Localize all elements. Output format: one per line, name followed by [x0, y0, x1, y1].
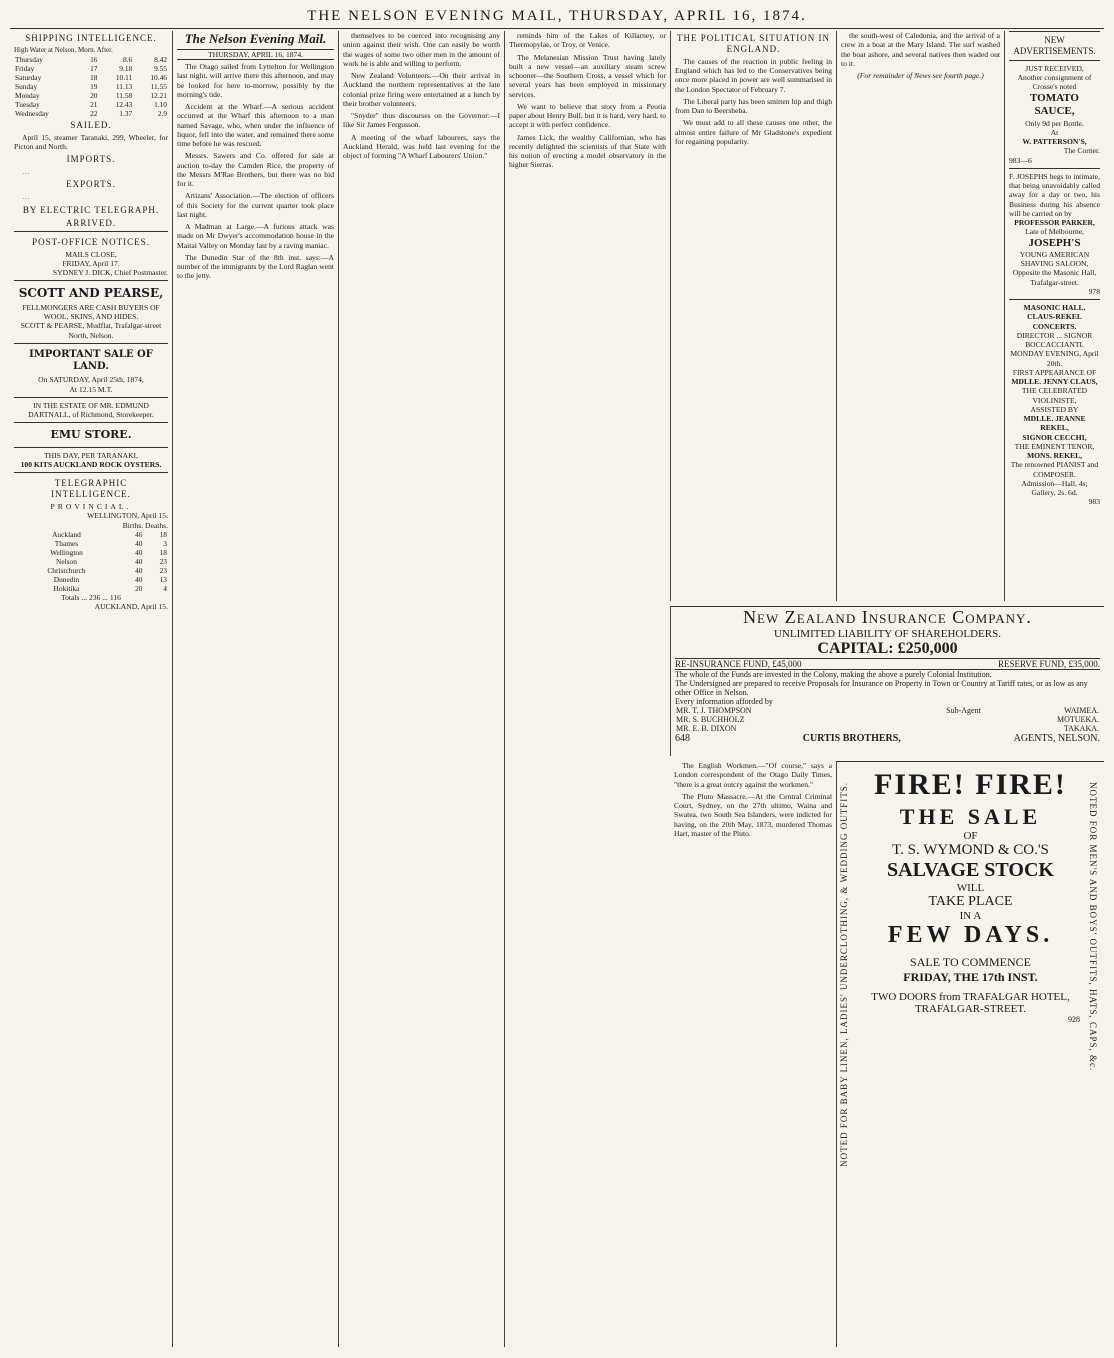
agent-row-cell: [883, 715, 981, 724]
violin: THE CELEBRATED VIOLINISTE,: [1021, 386, 1088, 405]
commence: SALE TO COMMENCE: [910, 955, 1031, 969]
columns: [10, 31, 1104, 1347]
column-news-3: [338, 31, 504, 1347]
fire-sale-ad: [836, 761, 1104, 1347]
births-row: [14, 566, 168, 575]
continued-note: (For remainder of News see fourth page.): [857, 71, 984, 80]
saloon-title: JOSEPH'S: [1028, 236, 1081, 249]
sailed-text: April 15, steamer Taranaki, 299, Wheeler, for Picton and North.: [14, 132, 168, 151]
editorial-p1: The Otago sailed from Lyttelton for Wellington last night, will arrive there this afternoon, and may be looked for here to-morrow, possibly by the morning's tide.: [177, 62, 334, 99]
agent-row-cell: TAKAKA.: [1063, 724, 1099, 733]
births-row: [14, 548, 168, 557]
claus: CLAUS-REKEL CONCERTS.: [1027, 312, 1082, 331]
telegraphic-intelligence: [14, 472, 168, 614]
first-appearance: FIRST APPEARANCE OF: [1012, 367, 1097, 377]
oysters-ad: [14, 447, 168, 473]
births-row: [14, 575, 168, 584]
births-row-cell: Wellington: [50, 547, 83, 557]
col6-news: the south-west of Caledonia, and the arrival of a crew in a boat at the Mary Island. The surf washed the boat ashore, and several natives then waded out to it.: [841, 31, 1000, 68]
agent-row-cell: [883, 724, 981, 733]
insurance-title: New Zealand Insurance Company.: [743, 607, 1032, 627]
jenny: MDLLE. JENNY CLAUS,: [1011, 377, 1098, 387]
exports-text: …: [22, 192, 30, 202]
reinsurance-fund: RE-INSURANCE FUND, £45,000: [675, 659, 802, 669]
trafalgar: TRAFALGAR-STREET.: [914, 1003, 1027, 1015]
ad-number-1: 983—6: [1009, 155, 1032, 165]
friday-inst: FRIDAY, THE 17th INST.: [903, 970, 1038, 984]
tide-row-cell: 19: [90, 81, 98, 91]
births-row-cell: Christchurch: [47, 566, 86, 575]
two-doors: TWO DOORS from TRAFALGAR HOTEL,: [871, 991, 1070, 1003]
column-ads-right: [1004, 31, 1104, 601]
tide-row: [14, 55, 168, 64]
consignment: Another consignment of Crosse's noted: [1017, 73, 1092, 92]
high-water-header: High Water at Nelson. Morn. After.: [14, 45, 113, 54]
tide-row-cell: 9.55: [154, 63, 167, 73]
tide-row: [14, 109, 168, 118]
news3-p2: New Zealand Volunteers.—On their arrival in Auckland the northern representatives at the late colonial prize firing were entertained at a lunch by their brother volunteers.: [343, 71, 500, 108]
cecchi: SIGNOR CECCHI,: [1022, 432, 1087, 442]
births-row-cell: 40: [135, 556, 143, 566]
friday-date: FRIDAY, April 17.: [62, 258, 120, 268]
insurance-funds-text: The whole of the Funds are invested in the Colony, making the above a purely Colonial Institution.: [675, 670, 992, 679]
births-header: Births. Deaths.: [122, 520, 168, 530]
births-table: [14, 530, 168, 593]
tide-row-cell: 2.9: [157, 108, 167, 118]
side-right-text: NOTED FOR MEN'S AND BOYS' OUTFITS, HATS, CAPS, &c.: [1088, 782, 1098, 1072]
births-row-cell: 46: [135, 529, 143, 539]
land-time: At 12.15 M.T.: [69, 384, 113, 394]
births-row-cell: Auckland: [52, 529, 81, 539]
exports-title: EXPORTS.: [66, 179, 116, 190]
rekel: MDLLE. JEANNE REKEL,: [1023, 414, 1086, 433]
ad-number-3: 983: [1088, 497, 1100, 507]
admission: Admission—Hall, 4s; Gallery, 2s. 6d.: [1021, 478, 1088, 498]
births-row: [14, 539, 168, 548]
salvage: SALVAGE STOCK: [887, 859, 1054, 881]
births-row: [14, 557, 168, 566]
agent-row-cell: MR. T. J. THOMPSON: [676, 706, 752, 715]
saloon-addr: Opposite the Masonic Hall, Trafalgar-street.: [1012, 268, 1097, 287]
parker-sub: Late of Melbourne,: [1025, 227, 1084, 237]
estate-title: IN THE ESTATE OF MR. EDMUND DARTNALL, of Richmond, Storekeeper.: [28, 400, 154, 420]
estate-notice: [14, 397, 168, 423]
tide-row-cell: 8.6: [122, 54, 133, 64]
column-editorial: [172, 31, 338, 1347]
insurance-info: Every information afforded by: [675, 697, 773, 706]
tide-row-cell: 17: [90, 63, 98, 73]
tide-row: [14, 82, 168, 91]
scott-addr: SCOTT & PEARSE, Mudflat, Trafalgar-street North, Nelson.: [20, 321, 162, 340]
post-office-notices: [14, 231, 168, 281]
editorial-p4: Artizans' Association.—The election of officers of this Society for the current quarter took place last night.: [177, 191, 334, 219]
tide-row-cell: 11.55: [150, 81, 167, 91]
tide-row-cell: 22: [90, 108, 98, 118]
column-political: [670, 31, 836, 601]
editorial-p5: A Madman at Large.—A furious attack was made on Mr Dwyer's accommodation house in the Maitai Valley on Monday last by a raving maniac.: [177, 222, 334, 250]
births-totals: Totals ... 236 ... 116: [61, 593, 121, 603]
births-row-cell: 23: [159, 566, 167, 575]
tide-table: [14, 55, 168, 118]
tide-row-cell: 11.58: [115, 90, 133, 100]
tide-row-cell: 10.11: [115, 72, 133, 82]
agent-row-cell: MR. S. BUCHHOLZ: [676, 715, 745, 724]
agent-row: [675, 724, 1100, 733]
births-row: [14, 530, 168, 539]
tide-row-cell: Wednesday: [15, 108, 49, 118]
arrived-title: ARRIVED.: [65, 217, 117, 228]
political-title: THE POLITICAL SITUATION IN ENGLAND.: [677, 33, 830, 54]
agent-row-cell: MR. E. B. DIXON: [676, 724, 737, 733]
editorial-p2: Accident at the Wharf.—A serious accident occurred at the Wharf this afternoon to a man named Savage, who, when under the influence of liquor, fell into the water, and remained there some time before he was rescued.: [177, 102, 334, 149]
of-text: OF: [963, 830, 978, 842]
saloon-sub: YOUNG AMERICAN SHAVING SALOON,: [1019, 249, 1090, 269]
tide-row: [14, 64, 168, 73]
tide-row-cell: 1.10: [154, 99, 167, 109]
births-row-cell: Thames: [54, 538, 79, 548]
tide-row-cell: 8.42: [154, 54, 167, 64]
births-row-cell: 4: [163, 584, 167, 594]
corner: The Corner.: [1063, 146, 1100, 156]
agents-table: [675, 706, 1100, 733]
births-row-cell: 3: [163, 538, 167, 548]
news4-p4: James Lick, the wealthy Californian, who has recently delighted the scientists of that State with his notion of erecting a model observatory in the higher Sierras.: [509, 132, 666, 170]
paper-title: The Nelson Evening Mail.: [184, 31, 327, 46]
josephs-ad: [1009, 168, 1100, 299]
political-p2: The Liberal party has been smitten hip and thigh from Dan to Beersheba.: [675, 96, 832, 116]
just-received: JUST RECEIVED,: [1025, 63, 1084, 73]
post-title: POST-OFFICE NOTICES.: [32, 236, 150, 247]
pianist: The renowned PIANIST and COMPOSER.: [1010, 460, 1099, 479]
tide-row-cell: Sunday: [15, 81, 38, 91]
curtis-row: [675, 733, 1100, 744]
agent-row: [675, 706, 1100, 715]
births-row-cell: Nelson: [55, 556, 77, 566]
editorial-p3: Messrs. Sawers and Co. offered for sale at auction to-day the Camden Rice, the property of the Messrs M'Rae Brothers, but there was no bid for it.: [177, 151, 334, 189]
births-row-cell: 40: [135, 566, 143, 575]
wellington-date: WELLINGTON, April 15.: [87, 511, 168, 521]
oysters-text: 100 KITS AUCKLAND ROCK OYSTERS.: [20, 459, 162, 469]
insurance-proposals: The Undersigned are prepared to receive Proposals for Insurance on Property in Town or Country at Tariff rates, or as low as any other Office in Nelson.: [675, 679, 1088, 697]
scott-pearse-ad: [14, 280, 168, 343]
insurance-liability: UNLIMITED LIABILITY OF SHAREHOLDERS.: [774, 628, 1001, 640]
few-days: FEW DAYS.: [887, 922, 1054, 948]
fire-heading: FIRE! FIRE!: [874, 768, 1067, 801]
provincial-title: PROVINCIAL.: [50, 502, 132, 512]
tide-row: [14, 100, 168, 109]
column-news-4: [504, 31, 670, 1347]
tide-row-cell: 21: [90, 99, 98, 109]
tide-row-cell: 11.13: [115, 81, 133, 91]
scott-title: SCOTT AND PEARSE,: [18, 286, 164, 301]
tide-row-cell: 20: [90, 90, 98, 100]
news4-p1: reminds him of the Lakes of Killarney, or Thermopylae, or Troy, or Venice.: [509, 31, 666, 50]
tide-row-cell: 12.21: [150, 90, 167, 100]
emu-title: EMU STORE.: [50, 428, 132, 442]
masthead: THE NELSON EVENING MAIL, THURSDAY, APRIL 16, 1874.: [307, 8, 807, 24]
tide-row-cell: Saturday: [15, 72, 42, 82]
parker: PROFESSOR PARKER,: [1014, 218, 1095, 227]
insurance-ad: [670, 606, 1104, 756]
births-row-cell: 20: [135, 584, 143, 594]
births-row-cell: Hokitika: [53, 584, 80, 594]
will: WILL: [956, 882, 985, 894]
agent-row-cell: WAIMEA.: [1064, 706, 1099, 715]
imports-title: IMPORTS.: [66, 154, 116, 165]
tide-row: [14, 91, 168, 100]
land-title: IMPORTANT SALE OF LAND.: [29, 348, 153, 373]
tomato-price: Only 9d per Bottle.: [1025, 118, 1084, 128]
tide-row: [14, 73, 168, 82]
births-row-cell: 18: [159, 529, 167, 539]
reserve-fund: RESERVE FUND, £35,000.: [997, 659, 1100, 669]
news3-p4: A meeting of the wharf labourers, says the Auckland Herald, was held last evening for the object of forming "A Wharf Labourers' Union.": [343, 132, 500, 160]
insurance-capital: CAPITAL: £250,000: [817, 640, 958, 657]
tenor: THE EMINENT TENOR,: [1014, 441, 1095, 451]
paper-date: THURSDAY, APRIL 16, 1874.: [177, 49, 334, 60]
births-row-cell: 23: [159, 556, 167, 566]
patterson: W. PATTERSON'S,: [1022, 137, 1087, 146]
tide-row-cell: Thursday: [15, 54, 43, 64]
tomato-at: At: [1050, 127, 1059, 137]
tomato-title: TOMATO SAUCE,: [1030, 91, 1079, 118]
news4-p3: We want to believe that story from a Peoria paper about Henry Bull, but it is hard, very hard, to accept it with perfect confidence.: [509, 101, 666, 130]
ad-number-2: 978: [1088, 286, 1100, 296]
news3-p3: "Snyder" thus discourses on the Governor:—I like Sir James Fergusson.: [343, 111, 500, 130]
telegraph-title: BY ELECTRIC TELEGRAPH.: [22, 204, 160, 215]
shipping-title: SHIPPING INTELLIGENCE.: [25, 33, 157, 43]
tide-row-cell: 12.43: [115, 99, 133, 109]
workmen-text: The English Workmen.—"Of course," says a London correspondent of the Otago Daily Times, "there is a great outcry against the workmen.": [674, 761, 832, 789]
assisted: ASSISTED BY: [1030, 404, 1079, 414]
births-row-cell: Dunedin: [53, 575, 80, 585]
column-shipping: [10, 31, 172, 1347]
curtis-sub: AGENTS, NELSON.: [1013, 733, 1100, 744]
taranaki-title: THIS DAY, PER TARANAKI,: [44, 450, 138, 460]
postmaster: SYDNEY J. DICK, Chief Postmaster.: [52, 268, 168, 278]
mons: MONS. REKEL,: [1026, 451, 1083, 461]
land-date: On SATURDAY, April 25th, 1874,: [38, 375, 144, 385]
wymond: T. S. WYMOND & CO.'S: [892, 842, 1049, 858]
masthead-rule: [10, 28, 1104, 29]
news3-p1: themselves to be coerced into recognising any union against their wish. One can easily be worth the wages of some two other men in the amount of work he is able and willing to perform.: [343, 31, 500, 68]
the-sale: THE SALE: [899, 804, 1042, 829]
tide-row-cell: Tuesday: [15, 99, 40, 109]
births-row-cell: 40: [135, 575, 143, 585]
births-row: [14, 584, 168, 593]
insurance-num: 648: [675, 733, 690, 744]
tide-row-cell: 10.46: [150, 72, 167, 82]
tel-title: TELEGRAPHIC INTELLIGENCE.: [51, 478, 131, 500]
tomato-sauce-ad: [1009, 60, 1100, 168]
emu-store-ad: [14, 422, 168, 446]
tide-row-cell: 18: [90, 72, 98, 82]
curtis: CURTIS BROTHERS,: [802, 733, 901, 744]
fund-row: [675, 658, 1100, 670]
josephs-text: F. JOSEPHS begs to intimate, that being unavoidably called away for a day or two, his Business during his absence will be carried on by: [1009, 171, 1100, 218]
column-political-lower: [670, 761, 836, 1347]
agent-row-cell: MOTUEKA.: [1057, 715, 1099, 724]
director: DIRECTOR ... SIGNOR BOCCACCIANTI.: [1016, 330, 1093, 350]
sailed-title: SAILED.: [70, 119, 112, 130]
news4-p2: The Melanesian Mission Trust having lately built a new vessel—an auxiliary steam screw schooner—the Southern Cross, a vessel which for several years has been employed in missionary services.: [509, 52, 666, 99]
imports-text: …: [22, 167, 30, 177]
political-p3: We must add to all these causes one other, the almost entire failure of Mr Gladstone's expedient for regaining popularity.: [675, 118, 832, 146]
births-row-cell: 13: [159, 575, 167, 585]
tide-row-cell: 1.37: [119, 108, 133, 118]
fire-num: 928: [1068, 1015, 1080, 1024]
births-row-cell: 40: [135, 538, 143, 548]
births-row-cell: 40: [135, 547, 143, 557]
agent-row: [675, 715, 1100, 724]
column-ads-upper: [836, 31, 1004, 601]
take-place: TAKE PLACE: [928, 894, 1013, 909]
auckland-date: AUCKLAND, April 15.: [94, 602, 168, 612]
side-left-text: NOTED FOR BABY LINEN, LADIES' UNDERCLOTHING, & WEDDING OUTFITS.: [839, 782, 849, 1167]
political-p1: The causes of the reaction in public feeling in England which has led to the Conservatives being once more placed in power are well summarised in the London Spectator of February 7.: [675, 56, 832, 94]
editorial-p6: The Dunedin Star of the 8th inst. says:—A number of the immigrants by the Lord Raglan went to the jetty.: [177, 252, 334, 281]
monday: MONDAY EVENING, April 20th.: [1010, 349, 1099, 368]
concert-ad: [1009, 299, 1100, 510]
pluto-text: The Pluto Massacre.—At the Central Criminal Court, Sydney, on the 27th ultimo, Waina and Swatea, two South Sea Islanders, were indicted for having, on the 20th May, 1873, murdered Thomas Hart, master of the Pluto.: [674, 791, 832, 838]
in-a: IN A: [959, 910, 982, 922]
tide-row-cell: 16: [90, 54, 98, 64]
new-ads-header: NEW ADVERTISEMENTS.: [1009, 31, 1100, 60]
births-row-cell: 18: [159, 547, 167, 557]
tide-row-cell: 9.18: [119, 63, 133, 73]
masonic: MASONIC HALL.: [1023, 303, 1086, 313]
agent-row-cell: Sub-Agent: [946, 706, 981, 715]
scott-sub: FELLMONGERS ARE CASH BUYERS OF WOOL, SKINS, AND HIDES.: [22, 302, 160, 322]
mails-close: MAILS CLOSE,: [65, 249, 117, 259]
tide-row-cell: Monday: [15, 90, 40, 100]
land-sale-ad: [14, 343, 168, 397]
tide-row-cell: Friday: [15, 63, 35, 73]
